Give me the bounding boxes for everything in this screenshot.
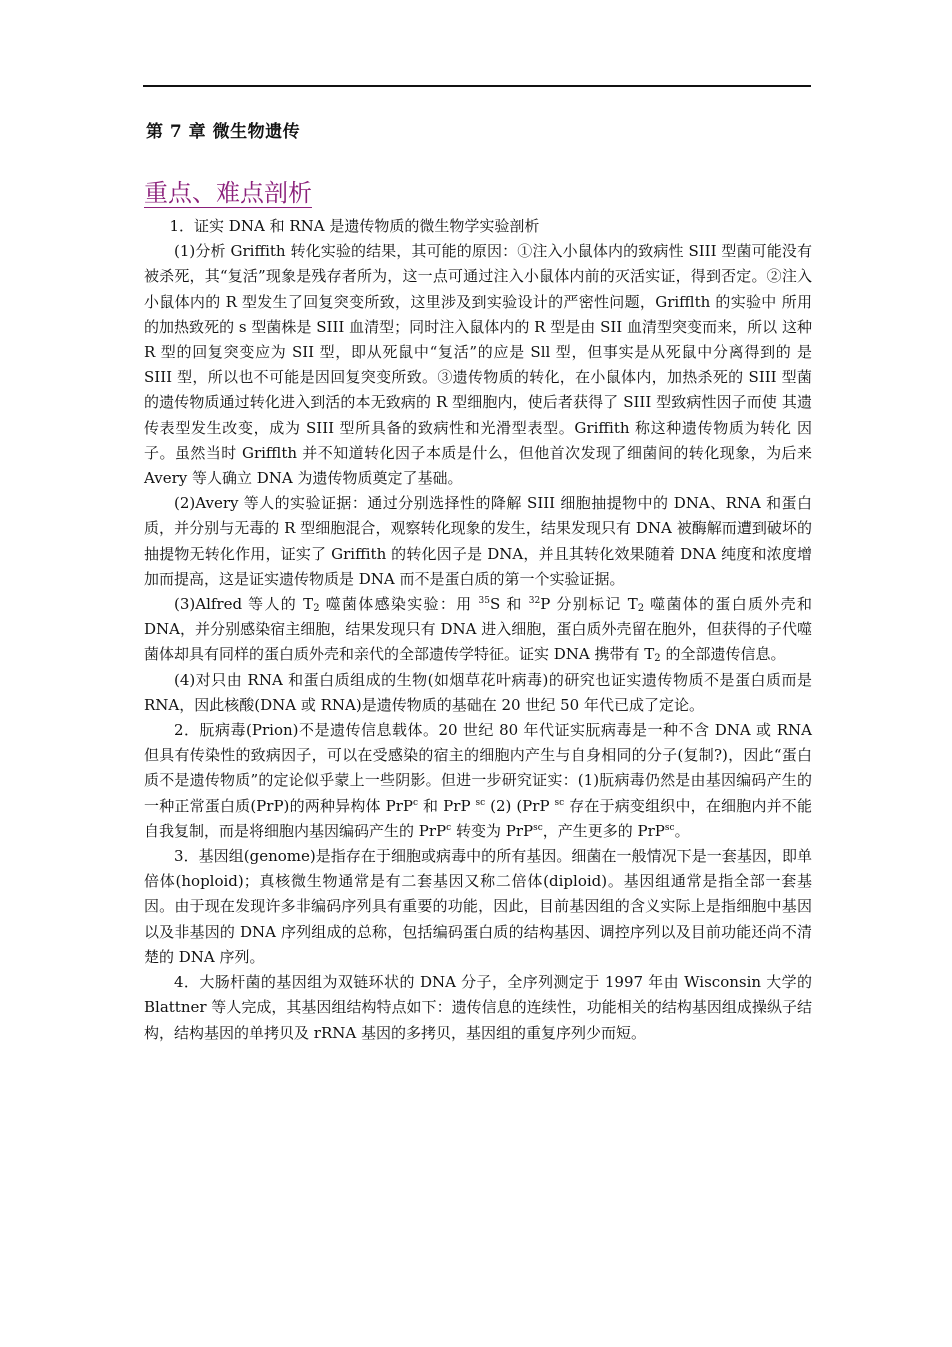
body-text	[144, 214, 812, 1046]
section-title: 重点、难点剖析	[144, 179, 312, 207]
text-run: 。	[674, 821, 690, 840]
paragraph-8: 4．大肠杆菌的基因组为双链环状的 DNA 分子，全序列测定于 1997 年由 Wisconsin 大学的 Blattner 等人完成，其基因组结构特点如下：遗传信息的连续性，功能相关的结构基因组成操纵子结构，结构基因的单拷贝及 rRNA 基因的多拷贝，基因组的重复序列少而短。	[144, 973, 812, 1042]
text-run: 2．朊病毒(Prion)不是遗传信息载体。20 世纪 80 年代证实朊病毒是一种不含 DNA 或 RNA 但具有传染性的致病因子，可以在受感染的宿主的细胞内产生与自身相同的分子(复制?)，因此“蛋白质不是遗传物质”的定论似乎蒙上一些阴影。但进一步研究证实：(1)朊病毒仍然是由基因编码产生的一种正常蛋白质(PrP)的两种异构体 PrP	[144, 721, 812, 815]
superscript: sc	[475, 797, 486, 808]
text-run: P 分别标记 T	[540, 595, 638, 614]
paragraph-6	[144, 718, 812, 844]
text-run: 和 PrP	[418, 796, 476, 815]
paragraph-3: (2)Avery 等人的实验证据：通过分别选择性的降解 SIII 细胞抽提物中的 DNA、RNA 和蛋白质，并分别与无毒的 R 型细胞混合，观察转化现象的发生，结果发现只有 DNA 被酶解而遭到破坏的抽提物无转化作用，证实了 Griffith 的转化因子是 DNA，并且其转化效果随着 DNA 纯度和浓度增加而提高，这是证实遗传物质是 DNA 而不是蛋白质的第一个实验证据。	[144, 494, 812, 588]
text-run: 转变为 PrP	[451, 821, 534, 840]
superscript: sc	[664, 822, 675, 833]
subscript: 2	[637, 603, 645, 615]
paragraph-4	[144, 592, 812, 668]
text-run: 存在于病变组织中，在细胞内并不能自我复制，而是将细胞内基因编码产生的 PrP	[144, 796, 812, 840]
paragraph-7: 3．基因组(genome)是指存在于细胞或病毒中的所有基因。细菌在一般情况下是一套基因，即单倍体(hoploid)；真核微生物通常是有二套基因又称二倍体(diploid)。基因组通常是指全部一套基因。由于现在发现许多非编码序列具有重要的功能，因此，目前基因组的含义实际上是指细胞中基因以及非基因的 DNA 序列组成的总称，包括编码蛋白质的结构基因、调控序列以及目前功能还尚不清楚的 DNA 序列。	[144, 847, 812, 966]
superscript: sc	[533, 822, 543, 833]
superscript: 35	[478, 596, 490, 607]
text-run: 的全部遗传信息。	[660, 645, 786, 664]
subscript: 2	[313, 603, 320, 615]
superscript: c	[413, 797, 419, 808]
subscript: 2	[654, 653, 661, 665]
chapter-title: 第 7 章 微生物遗传	[146, 122, 301, 142]
superscript: c	[446, 822, 452, 833]
paragraph-2: (1)分析 Griffith 转化实验的结果，其可能的原因：①注入小鼠体内的致病性 SIII 型菌可能没有被杀死，其“复活”现象是残存者所为，这一点可通过注入小鼠体内前的灭活实证，得到否定。②注入小鼠体内的 R 型发生了回复突变所致，这里涉及到实验设计的严密性问题，Grifflth 的实验中 所用的加热致死的 s 型菌株是 SIII 血清型；同时注入鼠体内的 R 型是由 SII 血清型突变而来，所以 这种 R 型的回复突变应为 SII 型，即从死鼠中“复活”的应是 Sll 型，但事实是从死鼠中分离得到的 是 SIII 型，所以也不可能是因回复突变所致。③遗传物质的转化，在小鼠体内，加热杀死的 SIII 型菌的遗传物质通过转化进入到活的本无致病的 R 型细胞内，使后者获得了 SIII 型致病性因子而使 其遗传表型发生改变，成为 SIII 型所具备的致病性和光滑型表型。Griffith 称这种遗传物质为转化 因子。虽然当时 Grifflth 并不知道转化因子本质是什么，但他首次发现了细菌间的转化现象，为后来 Avery 等人确立 DNA 为遗传物质奠定了基础。	[144, 242, 812, 488]
superscript: sc	[554, 797, 565, 808]
text-run: ，产生更多的 PrP	[542, 821, 665, 840]
superscript: 32	[528, 596, 541, 607]
header-rule	[143, 85, 811, 87]
text-run: 噬菌体的蛋白质外壳和 DNA，并分别感染宿主细胞，结果发现只有 DNA 进入细胞，蛋白质外壳留在胞外，但获得的子代噬菌体却具有同样的蛋白质外壳和亲代的全部遗传学特征。证实 DNA 携带有 T	[144, 595, 812, 664]
text-run: 噬菌体感染实验：用	[319, 595, 479, 614]
text-run: (2) (PrP	[485, 796, 555, 815]
text-run: S 和	[490, 595, 529, 614]
paragraph-1: 1．证实 DNA 和 RNA 是遗传物质的微生物学实验剖析	[169, 217, 540, 235]
text-run: (3)Alfred 等人的 T	[174, 595, 314, 614]
paragraph-5: (4)对只由 RNA 和蛋白质组成的生物(如烟草花叶病毒)的研究也证实遗传物质不是蛋白质而是 RNA，因此核酸(DNA 或 RNA)是遗传物质的基础在 20 世纪 50 年代已成了定论。	[144, 670, 812, 714]
